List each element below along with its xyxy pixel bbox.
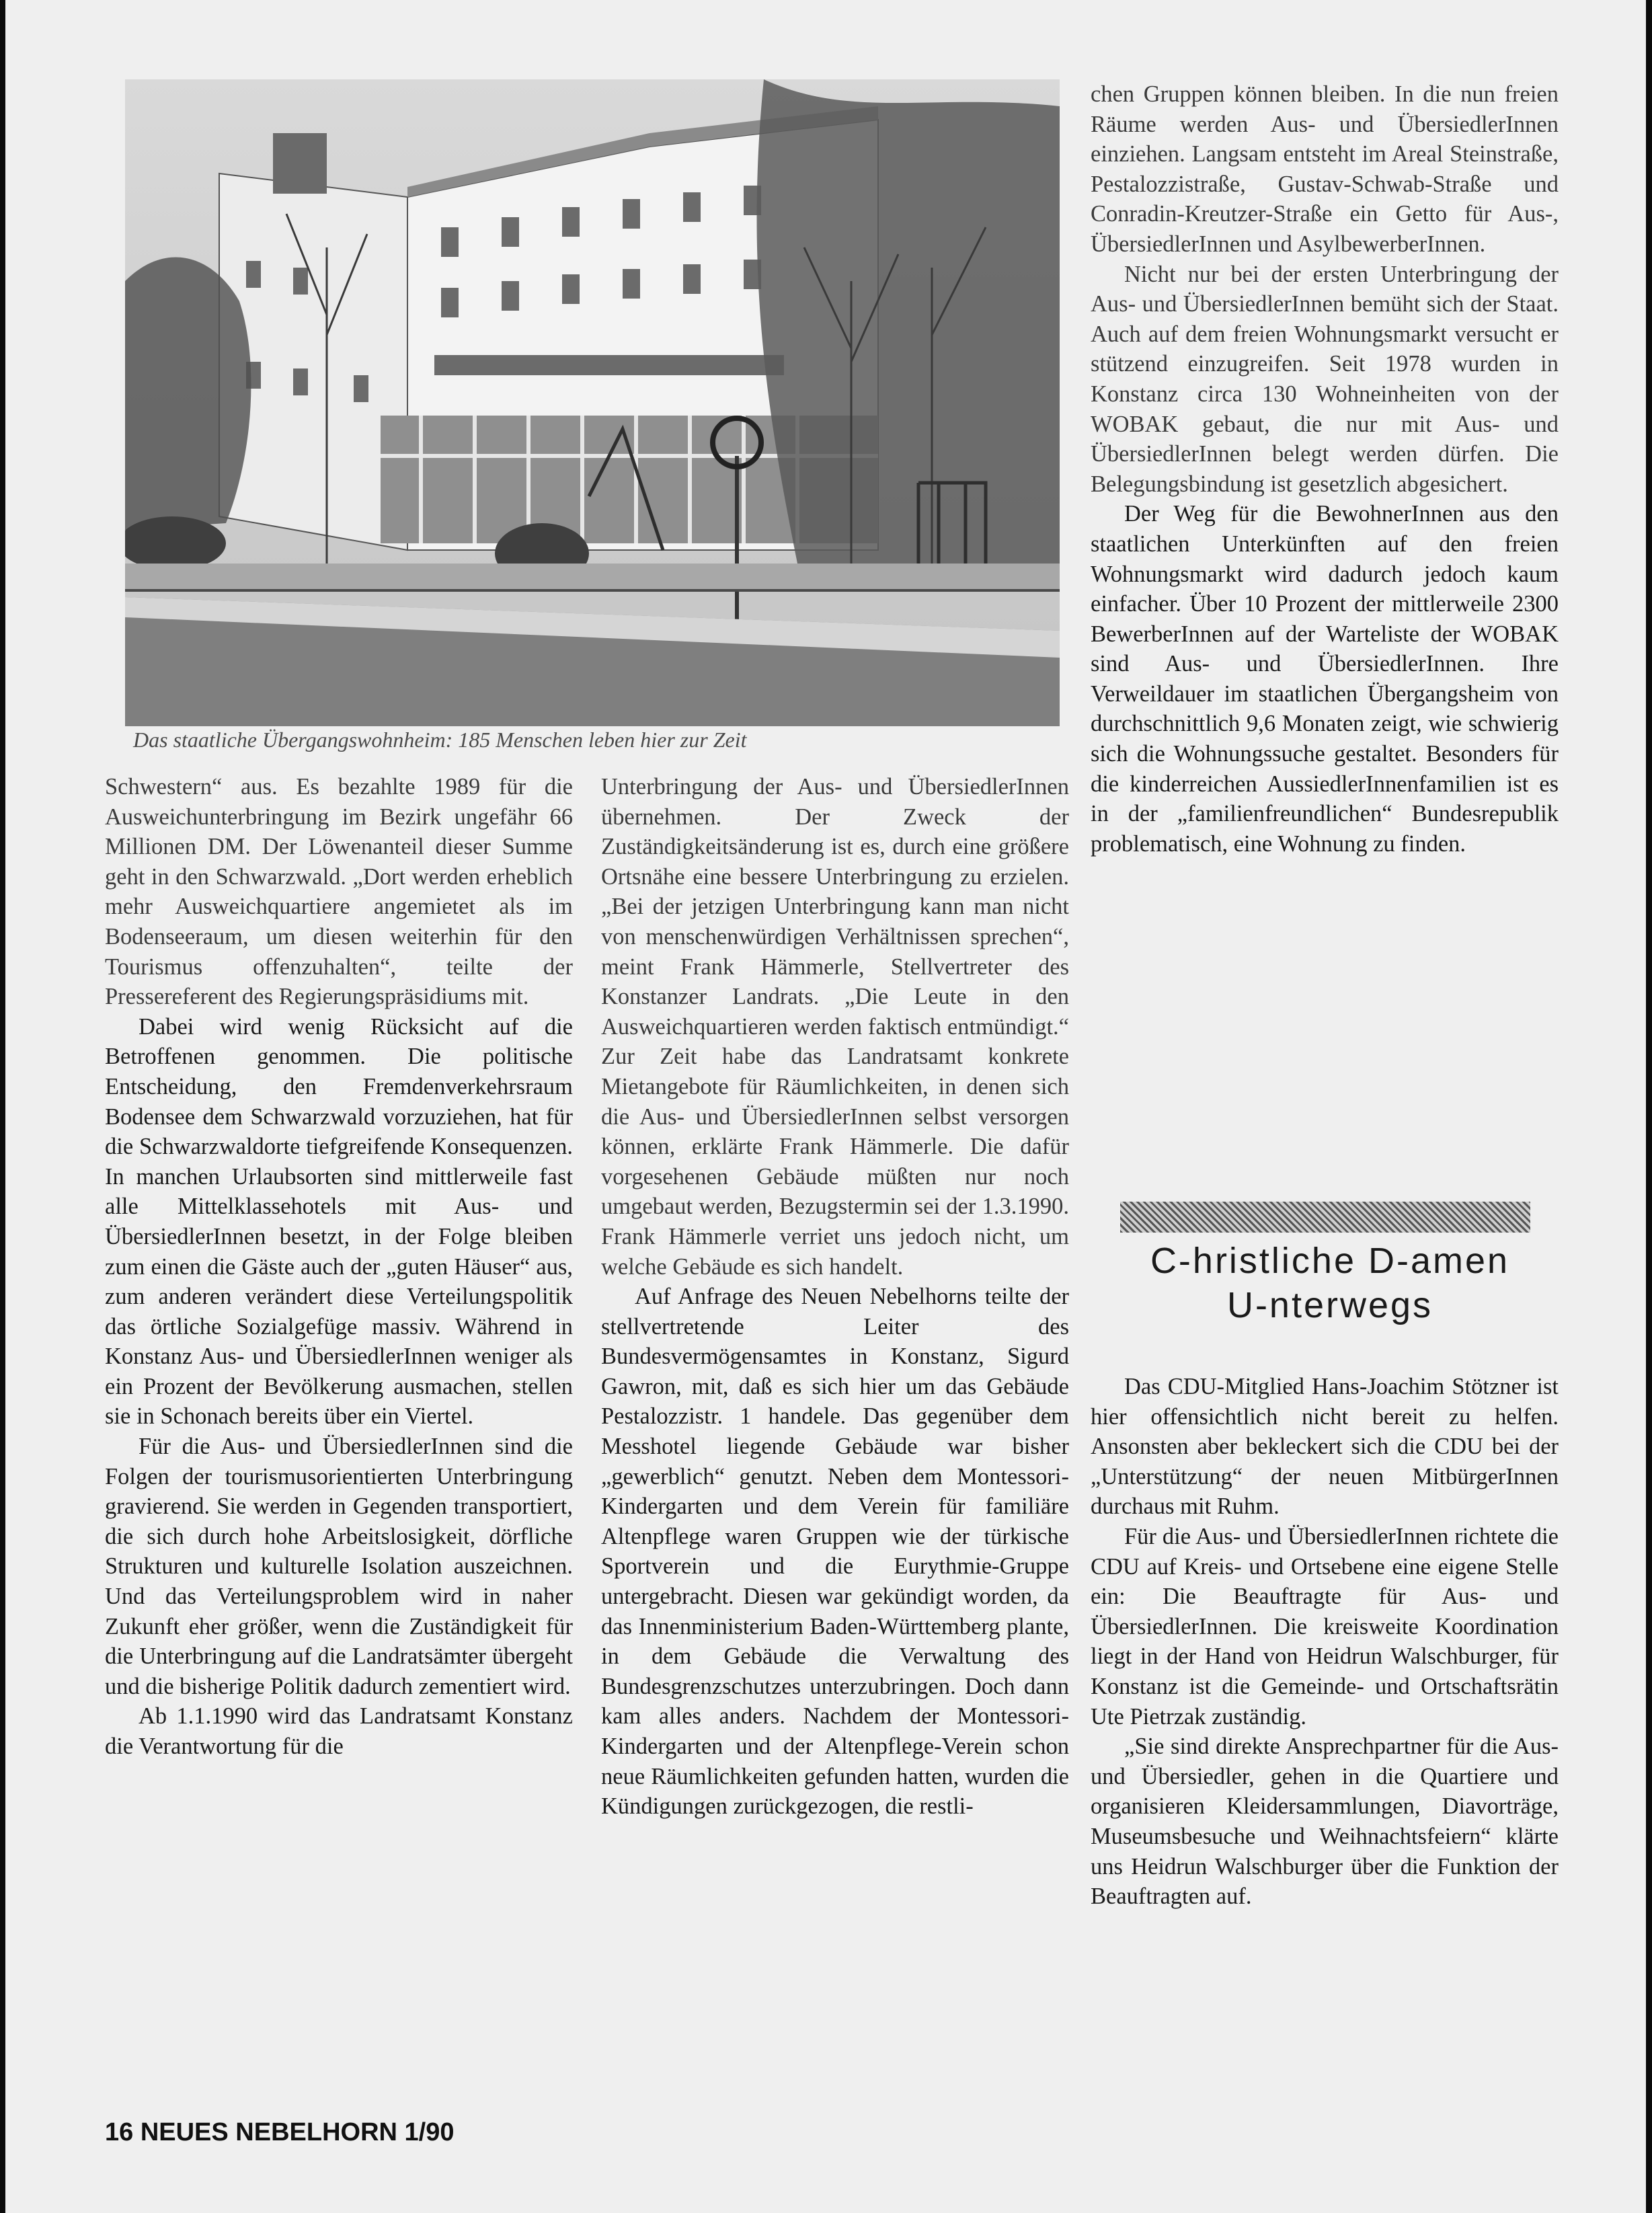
magazine-page [5,0,1646,2213]
paragraph: Der Weg für die BewohnerInnen aus den staatlichen Unterkünften auf den freien Wohnungsmarkt wird dadurch jedoch kaum einfacher. Über 10 Prozent der mittlerweile 2300 BewerberInnen auf der Warteliste der WOBAK sind Aus- und ÜbersiedlerInnen. Ihre Verweildauer im staatlichen Übergangsheim von durchschnittlich 9,6 Monaten zeigt, wie schwierig sich die Wohnungssuche gestaltet. Besonders für die kinderreichen AussiedlerInnenfamilien ist es in der „familienfreundlichen“ Bundesrepublik problematisch, eine Wohnung zu finden. [1091,501,1559,857]
paragraph: „Sie sind direkte Ansprechpartner für die Aus- und Übersiedler, gehen in die Quartiere und organisieren Kleidersammlungen, Diavorträge, Museumsbesuche und Weihnachtsfeiern“ klärte uns Heidrun Walschburger über die Funktion der Beauftragten auf. [1091,1734,1559,1910]
paragraph: Auf Anfrage des Neuen Nebelhorns teilte der stellvertretende Leiter des Bundesvermögensamtes in Konstanz, Sigurd Gawron, mit, daß es sich hier um das Gebäude Pestalozzistr. 1 handele. Das gegenüber dem Messhotel liegende Gebäude war bisher „gewerblich“ genutzt. Neben dem Montessori-Kindergarten und dem Verein für familiäre Altenpflege waren Gruppen wie der türkische Sportverein und die Eurythmie-Gruppe untergebracht. Diesen war gekündigt worden, da das Innenministerium Baden-Württemberg plante, in dem Gebäude die Verwaltung des Bundesgrenzschutzes unterzubringen. Doch dann kam alles anders. Nachdem der Montessori-Kindergarten und der Altenpflege-Verein schon neue Räumlichkeiten gefunden hatten, wurden die Kündigungen zurückgezogen, die restli- [601,1284,1069,1820]
paragraph: Für die Aus- und ÜbersiedlerInnen sind die Folgen der tourismusorientierten Unterbringung gravierend. Sie werden in Gegenden transportiert, die sich durch hohe Arbeitslosigkeit, dörfliche Strukturen und kulturelle Isolation auszeichnen. Und das Verteilungsproblem wird in naher Zukunft eher größer, wenn die Zuständigkeit für die Unterbringung auf die Landratsämter übergeht und die bisherige Politik dadurch zementiert wird. [105,1434,573,1699]
text-column-2 [601,772,1069,1822]
paragraph: Unterbringung der Aus- und ÜbersiedlerInnen übernehmen. Der Zweck der Zuständigkeitsänderung ist es, durch eine größere Ortsnähe eine bessere Unterbringung zu erzielen. „Bei der jetzigen Unterbringung kann man nicht von menschenwürdigen Verhältnissen sprechen“, meint Frank Hämmerle, Stellvertreter des Konstanzer Landrats. „Die Leute in den Ausweichquartieren werden faktisch entmündigt.“ Zur Zeit habe das Landratsamt konkrete Mietangebote für Räumlichkeiten, in denen sich die Aus- und ÜbersiedlerInnen selbst versorgen können, erklärte Frank Hämmerle. Die dafür vorgesehenen Gebäude müßten nur noch umgebaut werden, Bezugstermin sei der 1.3.1990. Frank Hämmerle verriet uns jedoch nicht, um welche Gebäude es sich handelt. [601,774,1069,1280]
text-column-3-lower [1091,1372,1559,1912]
paragraph: chen Gruppen können bleiben. In die nun freien Räume werden Aus- und ÜbersiedlerInnen einziehen. Langsam entsteht im Areal Steinstraße, Pestalozzistraße, Gustav-Schwab-Straße und Conradin-Kreutzer-Straße ein Getto für Aus-, ÜbersiedlerInnen und AsylbewerberInnen. [1091,81,1559,257]
paragraph: Für die Aus- und ÜbersiedlerInnen richtete die CDU auf Kreis- und Ortsebene eine eigene Stelle ein: Die Beauftragte für Aus- und ÜbersiedlerInnen. Die kreisweite Koordination liegt in der Hand von Heidrun Walschburger, für Konstanz ist die Gemeinde- und Ortschaftsrätin Ute Pietrzak zuständig. [1091,1523,1559,1730]
building-photo [125,79,1060,726]
building-illustration [125,79,1060,726]
heading-line-2: U-nterwegs [1226,1285,1433,1325]
heading-line-1: C-hristliche D-amen [1150,1241,1510,1281]
section-divider-bar [1120,1202,1530,1233]
paragraph: Ab 1.1.1990 wird das Landratsamt Konstanz die Verantwortung für die [105,1703,573,1759]
photo-caption: Das staatliche Übergangswohnheim: 185 Menschen leben hier zur Zeit [133,728,747,752]
text-column-3 [1091,79,1559,859]
section-heading [1095,1239,1565,1327]
paragraph: Schwestern“ aus. Es bezahlte 1989 für die Ausweichunterbringung im Bezirk ungefähr 66 Millionen DM. Der Löwenanteil dieser Summe geht in den Schwarzwald. „Dort werden erheblich mehr Ausweichquartiere angemietet als im Bodenseeraum, um diesen weiterhin für den Tourismus offenzuhalten“, teilte der Pressereferent des Regierungspräsidiums mit. [105,774,573,1010]
paragraph: Nicht nur bei der ersten Unterbringung der Aus- und ÜbersiedlerInnen bemüht sich der Staat. Auch auf dem freien Wohnungsmarkt versucht er stützend einzugreifen. Seit 1978 wurden in Konstanz circa 130 Wohneinheiten von der WOBAK gebaut, die nur mit Aus- und ÜbersiedlerInnen belegt werden dürfen. Die Belegungsbindung ist gesetzlich abgesichert. [1091,261,1559,497]
paragraph: Das CDU-Mitglied Hans-Joachim Stötzner ist hier offensichtlich nicht bereit zu helfen. Ansonsten aber bekleckert sich die CDU bei der „Unterstützung“ der neuen MitbürgerInnen durchaus mit Ruhm. [1091,1374,1559,1520]
text-column-1 [105,772,573,1762]
paragraph: Dabei wird wenig Rücksicht auf die Betroffenen genommen. Die politische Entscheidung, den Fremdenverkehrsraum Bodensee dem Schwarzwald vorzuziehen, hat für die Schwarzwaldorte tiefgreifende Konsequenzen. In manchen Urlaubsorten sind mittlerweile fast alle Mittelklassehotels mit Aus- und ÜbersiedlerInnen besetzt, in der Folge bleiben zum einen die Gäste auch der „guten Häuser“ aus, zum anderen verändert diese Verteilungspolitik das örtliche Sozialgefüge massiv. Während in Konstanz Aus- und ÜbersiedlerInnen weniger als ein Prozent der Bevölkerung ausmachen, stellen sie in Schonach bereits über ein Viertel. [105,1013,573,1430]
page-footer: 16 NEUES NEBELHORN 1/90 [105,2118,455,2146]
